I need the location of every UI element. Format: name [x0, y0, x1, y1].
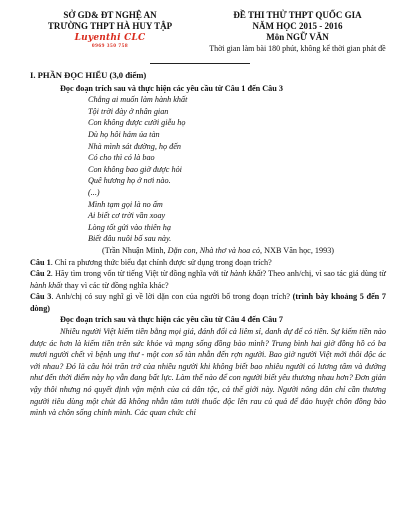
question-label: Câu 1	[30, 257, 51, 267]
question-note: (trình bày khoảng 5 đến 7 dòng)	[30, 292, 386, 313]
poem-line: Tội trời đày ở nhân gian	[88, 106, 169, 116]
logo-text: Luyenthi CLC	[74, 33, 146, 43]
poem-line: Lòng tốt gửi vào thiên hạ	[88, 222, 171, 232]
source-publisher: , NXB Văn học, 1993)	[260, 245, 335, 255]
logo-phone: 0969 350 758	[91, 43, 129, 49]
prose-passage: Nhiều người Việt kiếm tiền bằng mọi giá, đánh đổi cả liêm sỉ, danh dự để có tiền. Sự kiếm tiền nào được ác hơn là kiếm tiền trên sức khỏe và mạng sống đồng bào mình? Trung bình hai giờ đồng hồ có ba mươi người chết vì bệnh ung thư - một con số tàn nhẫn đến rợn người. Bao giờ người Việt mới thôi độc ác với nhau? Đó là câu hỏi trăn trở của nhiều người khi không biết bao nhiêu người có lương tâm và đường như đến thời điểm này họ vẫn đang bất lực. Làm thế nào để con người biết yêu thương nhau hơn? Đơn giản vậy thôi nhưng nó quyết định vận mệnh của cả dân tộc, cả thế giới này. Người nông dân chỉ cần thương người tiêu dùng một chút đã không nhẫn tâm tưới thuốc độc lên rau củ quả để đảo huyệt chôn đồng bào mình và chôn sống chính mình. Các quan chức chỉ	[30, 327, 386, 418]
source-author: (Trần Nhuận Minh,	[102, 245, 168, 255]
exam-header	[200, 10, 395, 54]
school-header	[20, 10, 200, 49]
header-divider	[150, 63, 250, 64]
exam-body	[30, 70, 386, 419]
instruction-2: Đọc đoạn trích sau và thực hiện các yêu cầu từ Câu 4 đến Câu 7	[60, 315, 283, 325]
poem-source	[30, 245, 386, 257]
luyenthi-logo	[67, 33, 153, 49]
question-text: . Hãy tìm trong vốn từ tiếng Việt từ đồng nghĩa với từ	[50, 269, 230, 279]
question-text: ? Theo anh/chị, vì sao tác giả dùng từ	[262, 269, 386, 279]
question-text: thay vì các từ đồng nghĩa khác?	[62, 280, 169, 290]
question-label: Câu 2	[30, 269, 51, 279]
poem-line: Dù họ hôi hám úa tàn	[88, 129, 160, 139]
subject: Môn NGỮ VĂN	[266, 32, 329, 42]
question-text: . Anh/chị có suy nghĩ gì về lời dặn con của người bố trong đoạn trích?	[51, 292, 293, 302]
section-title: I. PHẦN ĐỌC HIỂU (3,0 điểm)	[30, 70, 147, 80]
poem-line: Ai biết cơ trời vần xoay	[88, 211, 166, 221]
poem-line: Con không bao giờ được hỏi	[88, 164, 182, 174]
poem-line: Mình tạm gọi là no ấm	[88, 199, 163, 209]
question-text: . Chỉ ra phương thức biểu đạt chính được sử dụng trong đoạn trích?	[50, 257, 272, 267]
question-label: Câu 3	[30, 292, 52, 302]
poem-line: Nhà mình sát đường, họ đến	[88, 141, 181, 151]
poem-line: Con không được cười giễu họ	[88, 118, 186, 128]
keyword: hành khất	[30, 280, 63, 290]
department-name: SỞ GD& ĐT NGHỆ AN	[63, 10, 157, 20]
keyword: hành khất	[229, 269, 263, 279]
poem-line: Có cho thì có là bao	[88, 153, 155, 163]
question-3	[30, 291, 386, 314]
school-name: TRƯỜNG THPT HÀ HUY TẬP	[47, 21, 173, 31]
poem-line: Quê hương họ ở nơi nào.	[88, 176, 171, 186]
school-year: NĂM HỌC 2015 - 2016	[252, 21, 343, 31]
poem-line: Biết đâu nuôi bố sau này.	[88, 234, 172, 244]
instruction-1: Đọc đoạn trích sau và thực hiện các yêu cầu từ Câu 1 đến Câu 3	[60, 83, 283, 93]
question-2	[30, 268, 386, 291]
question-1	[30, 257, 386, 269]
poem-line: Chẳng ai muốn làm hành khất	[88, 95, 188, 105]
exam-title: ĐỀ THI THỬ THPT QUỐC GIA	[233, 10, 362, 20]
poem-line: (...)	[88, 187, 100, 197]
time-limit: Thời gian làm bài 180 phút, không kể thời gian phát đề	[209, 44, 386, 53]
source-title: Dặn con, Nhà thơ và hoa cỏ	[167, 245, 261, 255]
poem-excerpt	[30, 94, 386, 245]
